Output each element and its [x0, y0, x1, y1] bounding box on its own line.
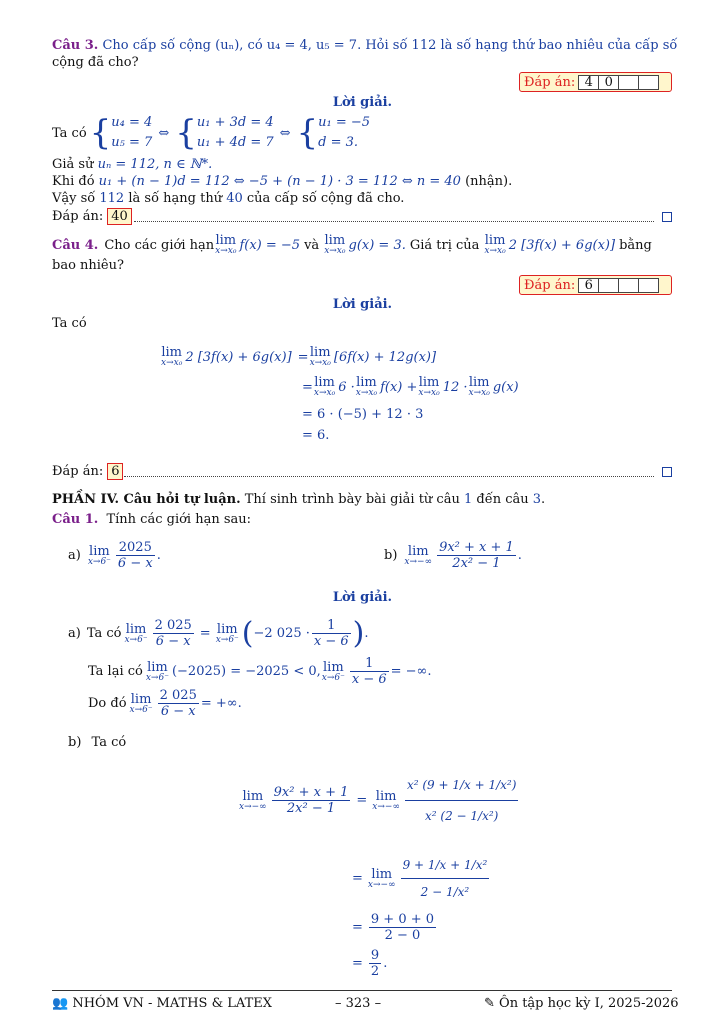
q4-step1-eq: =	[297, 349, 309, 365]
equals: =	[199, 626, 211, 641]
equals: =	[356, 793, 368, 808]
equals: =	[352, 956, 363, 971]
footer-right-text: Ôn tập học kỳ I, 2025-2026	[499, 996, 679, 1011]
left-brace-icon: {	[296, 113, 319, 153]
q3-assume	[52, 157, 212, 173]
right-paren-icon: )	[352, 615, 365, 651]
c1-sol-a-line3	[88, 688, 242, 719]
footer-left	[52, 996, 272, 1012]
q4-step1-rhs: [6f(x) + 12g(x)]	[333, 349, 437, 365]
q4-line1	[52, 234, 652, 256]
left-brace-icon: {	[89, 113, 112, 153]
fraction: $\frac{2 025}{6 - x}$	[154, 618, 192, 649]
lim-operator: lim x→6⁻	[145, 659, 169, 683]
q4-solution-title: Lời giải.	[332, 297, 393, 312]
c1-sol-b-step4	[352, 948, 387, 979]
q4-step3: = 6 · (−5) + 12 · 3	[302, 407, 424, 422]
dotted-leader	[134, 221, 654, 222]
lim-operator: lim x→−∞	[372, 788, 400, 812]
lim-operator: lim x→x₀	[468, 375, 490, 398]
q3-answer-box	[519, 72, 672, 92]
q3-assume-math: uₙ = 112, n ∈ ℕ*.	[97, 157, 213, 172]
c1-sb-text: Ta có	[91, 735, 127, 750]
users-icon: 👥	[52, 996, 69, 1011]
c1-sa1-text: Ta có	[86, 626, 122, 641]
q4-text4: bằng	[619, 237, 652, 253]
q4-step2-c: f(x) +	[380, 379, 418, 395]
part4-title: PHẦN IV. Câu hỏi tự luận.	[52, 492, 241, 507]
fraction: $\frac{9 + 0 + 0}{2 - 0}$	[370, 912, 435, 943]
equals: =	[352, 871, 363, 886]
qed-square-icon	[662, 212, 672, 222]
q4-step2-eq: =	[302, 379, 313, 395]
lim-operator: lim x→x₀	[309, 345, 331, 368]
answer-cell	[598, 278, 619, 293]
lim-operator: lim x→x₀	[484, 233, 506, 256]
footer-page-number: – 323 –	[335, 996, 382, 1011]
q3-then-math: u₁ + (n − 1)d = 112 ⇔ −5 + (n − 1) · 3 = 112 ⇔ n = 40	[98, 174, 461, 189]
q3-answer-cells	[579, 75, 659, 90]
q4-step2-b: 6 ·	[338, 379, 355, 395]
fraction: $\frac{1}{x - 6}$	[351, 656, 387, 687]
q4-step4: = 6.	[302, 428, 330, 443]
fraction: $\frac{1}{x - 6}$	[313, 618, 349, 649]
q4-step2-d: 12 ·	[442, 379, 468, 395]
q4-final-value: 6	[107, 463, 123, 480]
q3-sys2-a: u₁ + 3d = 4	[196, 115, 274, 130]
c1-part-a	[68, 540, 161, 571]
q3-sys1-a: u₄ = 4	[111, 115, 153, 130]
q3-then-suffix: (nhận).	[465, 174, 513, 189]
fraction: $\frac{2025}{6 - x}$	[117, 540, 153, 571]
c1-text: Tính các giới hạn sau:	[106, 512, 252, 527]
q4-step2-e: g(x)	[492, 379, 519, 395]
c1-sa3-text: Do đó	[88, 696, 127, 711]
c1-sb4-end: .	[383, 956, 388, 971]
c1-sol-b-step3	[352, 912, 438, 943]
c1-sa2-end: = −∞.	[390, 664, 432, 679]
c1-b-end: .	[517, 548, 522, 563]
answer-cell	[638, 278, 659, 293]
footer-left-text: NHÓM VN - MATHS & LATEX	[72, 996, 273, 1011]
q3-conc-num2: 40	[226, 191, 243, 206]
lim-operator: lim x→6⁻	[87, 543, 111, 567]
lim-operator: lim x→6⁻	[129, 691, 153, 715]
lim-operator: lim x→−∞	[404, 543, 433, 567]
q3-text: Cho cấp số cộng (uₙ), có u₄ = 4, u₅ = 7. Hỏi số 112 là số hạng thứ bao nhiêu của cấp số	[102, 38, 678, 53]
fraction: $\frac{\text{9x² + x + 1}}{\text{2x² − 1}}$	[439, 540, 514, 571]
q4-text3: Giá trị của	[409, 237, 480, 253]
iff-symbol: ⇔	[279, 125, 291, 141]
lim-operator: lim x→x₀	[324, 233, 346, 256]
part4-desc-a: Thí sinh trình bày bài giải từ câu	[244, 492, 460, 507]
qed-square-icon	[662, 467, 672, 477]
c1-a-label: a)	[68, 548, 81, 563]
lim-operator: lim x→6⁻	[124, 621, 148, 645]
q4-line2: bao nhiêu?	[52, 258, 124, 273]
c1-solution-title: Lời giải.	[332, 590, 393, 605]
part4-num3: 3	[532, 492, 542, 507]
lim-operator: lim x→x₀	[313, 375, 336, 398]
q4-text1: Cho các giới hạn	[104, 237, 215, 253]
c1-label: Câu 1.	[52, 512, 99, 527]
q3-sys1-b: u₅ = 7	[111, 135, 153, 150]
answer-cell: 0	[598, 75, 619, 90]
fraction: $\frac{\text{x² (9 + 1/x + 1/x²)}}{\text{x² (2 − 1/x²)}}$	[405, 770, 518, 831]
lim-operator: lim x→x₀	[161, 345, 183, 368]
c1-sa1-inner: −2 025 ·	[253, 626, 310, 641]
lim-operator: lim x→6⁻	[215, 621, 239, 645]
lim-operator: lim x→6⁻	[321, 659, 345, 683]
part4-desc-b: đến câu	[476, 492, 529, 507]
equals: =	[352, 920, 363, 935]
q3-conc-num: 112	[99, 191, 125, 206]
q3-sol-prefix: Ta có	[52, 125, 87, 141]
q3-system	[52, 112, 370, 154]
answer-cell	[638, 75, 659, 90]
lim-operator: lim x→x₀	[355, 375, 378, 398]
c1-a-end: .	[156, 548, 161, 563]
q3-final-value: 40	[107, 208, 132, 225]
answer-cell: 6	[578, 278, 599, 293]
lim-operator: lim x→−∞	[239, 788, 267, 812]
c1-sol-b-intro	[68, 735, 126, 751]
q3-line2: cộng đã cho?	[52, 55, 139, 70]
q3-final-answer	[52, 208, 132, 225]
q4-answer-label: Đáp án:	[524, 277, 576, 293]
answer-cell: 4	[578, 75, 599, 90]
footer-right	[484, 996, 679, 1012]
q3-label: Câu 3.	[52, 38, 99, 53]
answer-cell	[618, 278, 639, 293]
q4-expr1: f(x) = −5	[239, 237, 301, 253]
c1-sol-b-step2	[352, 852, 491, 905]
c1-sa3-end: = +∞.	[200, 696, 242, 711]
q3-sys3-b: d = 3.	[318, 135, 359, 150]
fraction: $\frac{9}{2}$	[370, 948, 380, 979]
part4-desc-c: .	[541, 492, 546, 507]
q3-answer-label: Đáp án:	[524, 74, 576, 90]
left-brace-icon: {	[175, 113, 197, 153]
part4-heading	[52, 492, 545, 508]
footer-rule	[52, 990, 672, 991]
c1-b-label: b)	[384, 548, 398, 563]
q4-answer-box	[519, 275, 672, 295]
c1-sb-label: b)	[68, 735, 82, 750]
q3-final-label: Đáp án:	[52, 208, 104, 224]
fraction: $\frac{2 025}{6 - x}$	[159, 688, 197, 719]
c1-sol-a-line2	[88, 656, 432, 687]
q3-solution-title: Lời giải.	[332, 95, 393, 110]
q3-then-text: Khi đó	[52, 174, 95, 189]
part4-num1: 1	[463, 492, 473, 507]
dotted-leader	[124, 476, 654, 477]
q3-conc-b: là số hạng thứ	[128, 191, 223, 206]
q4-final-label: Đáp án:	[52, 463, 104, 479]
q3-line1	[52, 38, 677, 54]
c1-sa2-expr: (−2025) = −2025 < 0,	[171, 664, 321, 679]
c1-question	[52, 512, 251, 528]
q3-conc-c: của cấp số cộng đã cho.	[246, 191, 405, 206]
q4-expr3: 2 [3f(x) + 6g(x)]	[508, 237, 616, 253]
c1-part-b	[384, 540, 522, 571]
q4-expr2: g(x) = 3.	[348, 237, 406, 253]
fraction: $\frac{\text{9 + 1/x + 1/x²}}{\text{2 − 1/x²}}$	[401, 852, 490, 905]
iff-symbol: ⇔	[158, 125, 170, 141]
c1-sol-b-step1	[238, 770, 520, 831]
left-paren-icon: (	[241, 615, 254, 651]
q3-assume-text: Giả sử	[52, 157, 94, 172]
q4-step2	[302, 376, 519, 398]
q4-text2: và	[304, 237, 320, 253]
edit-icon: ✎	[484, 996, 495, 1011]
q3-conc-a: Vậy số	[52, 191, 96, 206]
q3-sys3-a: u₁ = −5	[318, 115, 371, 130]
q4-step1-lhs: 2 [3f(x) + 6g(x)]	[185, 349, 292, 365]
q4-sol-prefix: Ta có	[52, 316, 87, 331]
lim-operator: lim x→−∞	[367, 866, 396, 890]
answer-cell	[618, 75, 639, 90]
q4-final-answer	[52, 463, 123, 480]
c1-sa1-end: .	[364, 626, 369, 641]
q3-then	[52, 174, 512, 190]
q4-step1	[160, 346, 436, 368]
lim-operator: lim x→x₀	[215, 233, 237, 256]
lim-operator: lim x→x₀	[418, 375, 440, 398]
c1-sa2-text: Ta lại có	[88, 664, 143, 679]
q4-answer-cells	[579, 278, 659, 293]
q3-conclusion	[52, 191, 404, 207]
q4-label: Câu 4.	[52, 237, 99, 253]
q3-sys2-b: u₁ + 4d = 7	[196, 135, 274, 150]
fraction: $\frac{\text{9x² + x + 1}}{\text{2x² − 1}}$	[273, 785, 349, 816]
c1-sa-label: a)	[68, 626, 81, 641]
c1-sol-a-line1	[68, 615, 369, 651]
